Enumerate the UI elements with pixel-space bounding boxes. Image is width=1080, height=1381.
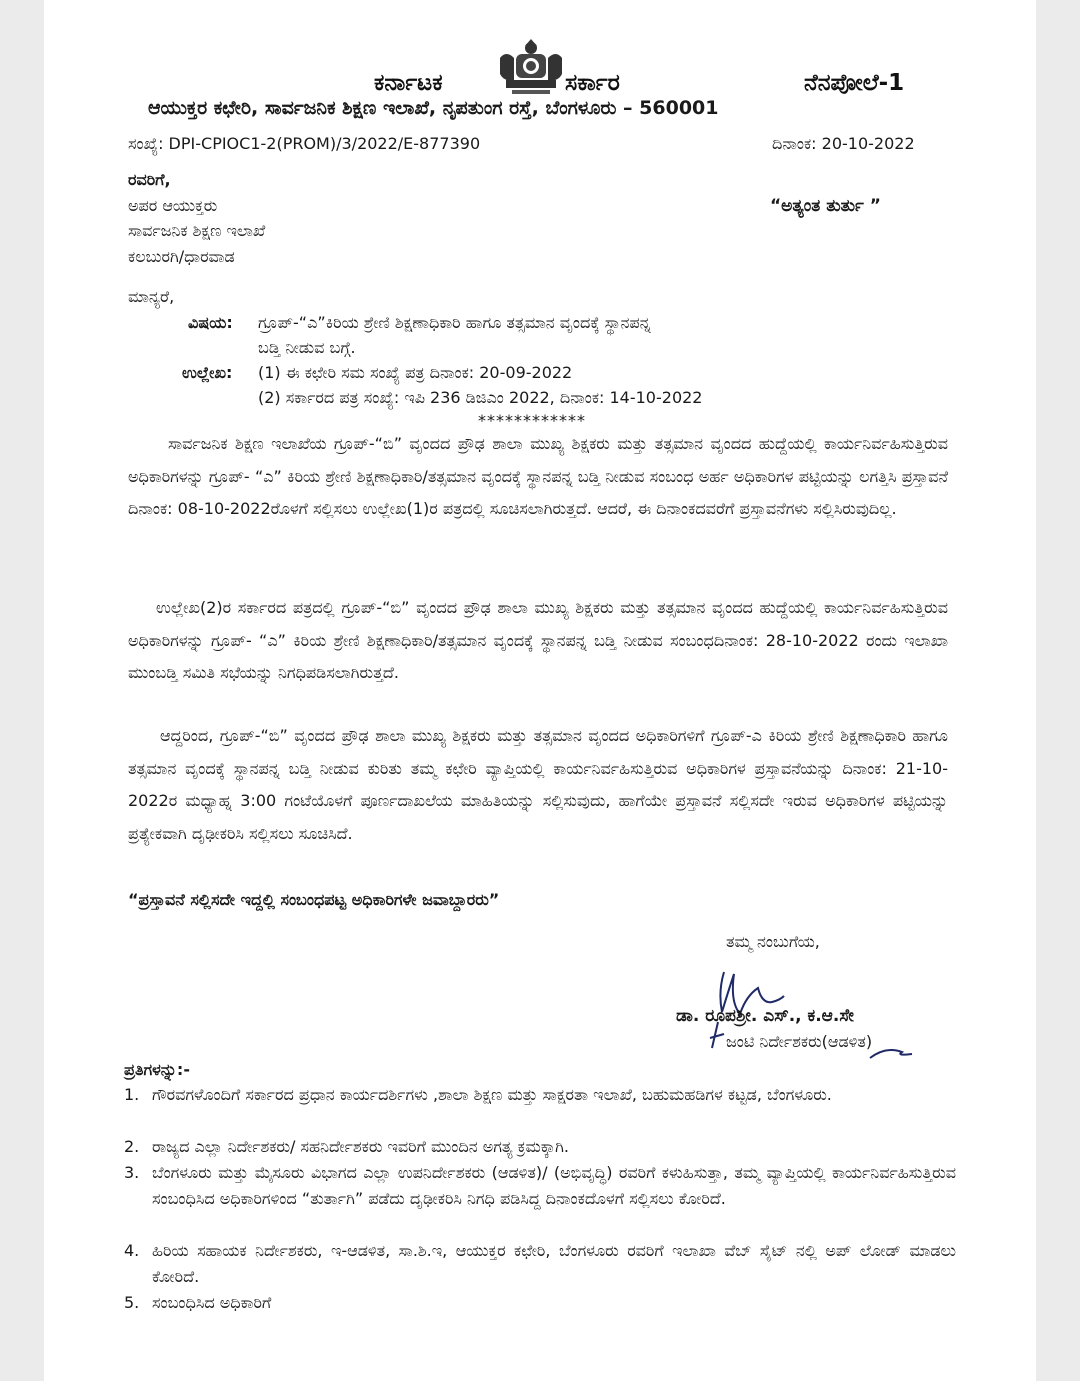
govt-name-part1: ಕರ್ನಾಟಕ: [374, 70, 443, 96]
signatory-name: ಡಾ. ರೂಪಶ್ರೀ. ಎಸ್., ಕ.ಆ.ಸೇ: [676, 1006, 854, 1026]
copy-item: [124, 1134, 956, 1160]
copy-item-text: ಹಿರಿಯ ಸಹಾಯಕ ನಿರ್ದೇಶಕರು, ಇ-ಆಡಳಿತ, ಸಾ.ಶಿ.ಇ, ಆಯುಕ್ತರ ಕಛೇರಿ, ಬೆಂಗಳೂರು ರವರಿಗೆ ಇಲಾಖಾ ವೆಬ್ ಸೈಟ್ ನಲ್ಲಿ ಅಪ್ ಲೋಡ್ ಮಾಡಲು ಕೋರಿದೆ.: [152, 1241, 956, 1286]
body-paragraph: ಆದ್ದರಿಂದ, ಗ್ರೂಪ್-“ಬಿ” ವೃಂದದ ಪ್ರೌಢ ಶಾಲಾ ಮುಖ್ಯ ಶಿಕ್ಷಕರು ಮತ್ತು ತತ್ಸಮಾನ ವೃಂದದ ಅಧಿಕಾರಿಗಳಿಗೆ ಗ್ರೂಪ್-ಎ ಕಿರಿಯ ಶ್ರೇಣಿ ಶಿಕ್ಷಣಾಧಿಕಾರಿ ಹಾಗೂ ತತ್ಸಮಾನ ವೃಂದಕ್ಕೆ ಸ್ಥಾನಪನ್ನ ಬಡ್ತಿ ನೀಡುವ ಕುರಿತು ತಮ್ಮ ಕಛೇರಿ ವ್ಯಾಪ್ತಿಯಲ್ಲಿ ಕಾರ್ಯನಿರ್ವಹಿಸುತ್ತಿರುವ ಅಧಿಕಾರಿಗಳ ಪ್ರಸ್ತಾವನೆಯನ್ನು ದಿನಾಂಕ: 21-10-2022ರ ಮಧ್ಯಾಹ್ನ 3:00 ಗಂಟೆಯೊಳಗೆ ಪೂರ್ಣದಾಖಲೆಯ ಮಾಹಿತಿಯನ್ನು ಸಲ್ಲಿಸುವುದು, ಹಾಗೆಯೇ ಪ್ರಸ್ತಾವನೆ ಸಲ್ಲಿಸದೇ ಇರುವ ಅಧಿಕಾರಿಗಳ ಪಟ್ಟಿಯನ್ನು ಪ್ರತ್ಯೇಕವಾಗಿ ದೃಢೀಕರಿಸಿ ಸಲ್ಲಿಸಲು ಸೂಚಿಸಿದೆ.: [128, 726, 948, 843]
copy-item-number: 4.: [124, 1241, 140, 1260]
responsibility-warning: “ಪ್ರಸ್ತಾವನೆ ಸಲ್ಲಿಸದೇ ಇದ್ದಲ್ಲಿ ಸಂಬಂಧಪಟ್ಟ ಅಧಿಕಾರಿಗಳೇ ಜವಾಬ್ದಾರರು”: [128, 890, 500, 909]
urgency-label: “ಅತ್ಯಂತ ತುರ್ತು ”: [770, 196, 881, 216]
subject-label: ವಿಷಯ:: [188, 313, 233, 332]
copy-item-text: ಬೆಂಗಳೂರು ಮತ್ತು ಮೈಸೂರು ವಿಭಾಗದ ಎಲ್ಲಾ ಉಪನಿರ್ದೇಶಕರು (ಆಡಳಿತ)/ (ಅಭಿವೃದ್ಧಿ) ರವರಿಗೆ ಕಳುಹಿಸುತ್ತಾ, ತಮ್ಮ ವ್ಯಾಪ್ತಿಯಲ್ಲಿ ಕಾರ್ಯನಿರ್ವಹಿಸುತ್ತಿರುವ ಸಂಬಂಧಿಸಿದ ಅಧಿಕಾರಿಗಳಿಂದ “ತುರ್ತಾಗಿ” ಪಡೆದು ದೃಢೀಕರಿಸಿ ನಿಗಧಿ ಪಡಿಸಿದ್ದ ದಿನಾಂಕದೊಳಗೆ ಸಲ್ಲಿಸಲು ಕೋರಿದೆ.: [152, 1163, 956, 1208]
subject-line: ಬಡ್ತಿ ನೀಡುವ ಬಗ್ಗೆ.: [258, 338, 356, 357]
letter-date: ದಿನಾಂಕ: 20-10-2022: [772, 134, 915, 153]
initials-mark-icon: [868, 1040, 914, 1064]
copy-item-number: 2.: [124, 1137, 140, 1156]
karnataka-emblem-icon: [492, 36, 570, 100]
copy-item-number: 1.: [124, 1085, 140, 1104]
subject-line: ಗ್ರೂಪ್-“ಎ”ಕಿರಿಯ ಶ್ರೇಣಿ ಶಿಕ್ಷಣಾಧಿಕಾರಿ ಹಾಗೂ ತತ್ಸಮಾನ ವೃಂದಕ್ಕೆ ಸ್ಥಾನಪನ್ನ: [258, 313, 651, 332]
office-address: ಆಯುಕ್ತರ ಕಛೇರಿ, ಸಾರ್ವಜನಿಕ ಶಿಕ್ಷಣ ಇಲಾಖೆ, ನೃಪತುಂಗ ರಸ್ತೆ, ಬೆಂಗಳೂರು – 560001: [148, 97, 719, 119]
closing-phrase: ತಮ್ಮ ನಂಬುಗೆಯ,: [726, 932, 820, 951]
copy-item: [124, 1290, 956, 1316]
reference-item: (1) ಈ ಕಛೇರಿ ಸಮ ಸಂಖ್ಯೆ ಪತ್ರ ದಿನಾಂಕ: 20-09-2022: [258, 363, 573, 382]
recipient-line: ಕಲಬುರಗಿ/ಧಾರವಾಡ: [128, 247, 235, 266]
copy-item-number: 5.: [124, 1293, 140, 1312]
reminder-label: ನೆನಪೋಲೆ-1: [804, 70, 905, 96]
copy-item-text: ಗೌರವಗಳೊಂದಿಗೆ ಸರ್ಕಾರದ ಪ್ರಧಾನ ಕಾರ್ಯದರ್ಶಿಗಳು ,ಶಾಲಾ ಶಿಕ್ಷಣ ಮತ್ತು ಸಾಕ್ಷರತಾ ಇಲಾಖೆ, ಬಹುಮಹಡಿಗಳ ಕಟ್ಟಡ, ಬೆಂಗಳೂರು.: [152, 1085, 832, 1104]
recipient-salutation: ರವರಿಗೆ,: [128, 170, 171, 189]
copy-item-number: 3.: [124, 1163, 140, 1182]
copy-item: [124, 1082, 956, 1108]
copy-item: [124, 1160, 956, 1212]
body-paragraph: ಉಲ್ಲೇಖ(2)ರ ಸರ್ಕಾರದ ಪತ್ರದಲ್ಲಿ ಗ್ರೂಪ್-“ಬಿ” ವೃಂದದ ಪ್ರೌಢ ಶಾಲಾ ಮುಖ್ಯ ಶಿಕ್ಷಕರು ಮತ್ತು ತತ್ಸಮಾನ ವೃಂದದ ಹುದ್ದೆಯಲ್ಲಿ ಕಾರ್ಯನಿರ್ವಹಿಸುತ್ತಿರುವ ಅಧಿಕಾರಿಗಳನ್ನು ಗ್ರೂಪ್- “ಎ” ಕಿರಿಯ ಶ್ರೇಣಿ ಶಿಕ್ಷಣಾಧಿಕಾರಿ/ತತ್ಸಮಾನ ವೃಂದಕ್ಕೆ ಸ್ಥಾನಪನ್ನ ಬಡ್ತಿ ನೀಡುವ ಸಂಬಂಧದಿನಾಂಕ: 28-10-2022 ರಂದು ಇಲಾಖಾ ಮುಂಬಡ್ತಿ ಸಮಿತಿ ಸಭೆಯನ್ನು ನಿಗಧಿಪಡಿಸಲಾಗಿರುತ್ತದೆ.: [128, 598, 948, 683]
copy-item-text: ರಾಜ್ಯದ ಎಲ್ಲಾ ನಿರ್ದೇಶಕರು/ ಸಹನಿರ್ದೇಶಕರು ಇವರಿಗೆ ಮುಂದಿನ ಅಗತ್ಯ ಕ್ರಮಕ್ಕಾಗಿ.: [152, 1137, 569, 1156]
copy-item-text: ಸಂಬಂಧಿಸಿದ ಅಧಿಕಾರಿಗೆ: [152, 1293, 272, 1312]
body-paragraph: ಸಾರ್ವಜನಿಕ ಶಿಕ್ಷಣ ಇಲಾಖೆಯ ಗ್ರೂಪ್-“ಬಿ” ವೃಂದದ ಪ್ರೌಢ ಶಾಲಾ ಮುಖ್ಯ ಶಿಕ್ಷಕರು ಮತ್ತು ತತ್ಸಮಾನ ವೃಂದದ ಹುದ್ದೆಯಲ್ಲಿ ಕಾರ್ಯನಿರ್ವಹಿಸುತ್ತಿರುವ ಅಧಿಕಾರಿಗಳನ್ನು ಗ್ರೂಪ್- “ಎ” ಕಿರಿಯ ಶ್ರೇಣಿ ಶಿಕ್ಷಣಾಧಿಕಾರಿ/ತತ್ಸಮಾನ ವೃಂದಕ್ಕೆ ಸ್ಥಾನಪನ್ನ ಬಡ್ತಿ ನೀಡುವ ಸಂಬಂಧ ಅರ್ಹ ಅಧಿಕಾರಿಗಳ ಪಟ್ಟಿಯನ್ನು ಲಗತ್ತಿಸಿ ಪ್ರಸ್ತಾವನೆ ದಿನಾಂಕ: 08-10-2022ರೊಳಗೆ ಸಲ್ಲಿಸಲು ಉಲ್ಲೇಖ(1)ರ ಪತ್ರದಲ್ಲಿ ಸೂಚಿಸಲಾಗಿರುತ್ತದೆ. ಆದರೆ, ಈ ದಿನಾಂಕದವರೆಗೆ ಪ್ರಸ್ತಾವನೆಗಳು ಸಲ್ಲಿಸಿರುವುದಿಲ್ಲ.: [128, 434, 948, 519]
references-label: ಉಲ್ಲೇಖ:: [182, 363, 233, 382]
reference-number: ಸಂಖ್ಯೆ: DPI-CPIOC1-2(PROM)/3/2022/E-877390: [128, 134, 481, 153]
govt-name-part2: ಸರ್ಕಾರ: [565, 70, 620, 96]
signatory-designation: ಜಂಟಿ ನಿರ್ದೇಶಕರು(ಆಡಳಿತ): [726, 1032, 873, 1051]
reference-item: (2) ಸರ್ಕಾರದ ಪತ್ರ ಸಂಖ್ಯೆ: ಇಪಿ 236 ಡಿಜಿಎಂ 2022, ದಿನಾಂಕ: 14-10-2022: [258, 388, 703, 407]
copy-item: [124, 1238, 956, 1290]
recipient-line: ಅಪರ ಆಯುಕ್ತರು: [128, 196, 218, 215]
copies-heading: ಪ್ರತಿಗಳನ್ನು:-: [124, 1060, 190, 1079]
greeting: ಮಾನ್ಯರೆ,: [128, 287, 175, 306]
recipient-line: ಸಾರ್ವಜನಿಕ ಶಿಕ್ಷಣ ಇಲಾಖೆ: [128, 221, 266, 240]
separator: ************: [478, 411, 586, 430]
